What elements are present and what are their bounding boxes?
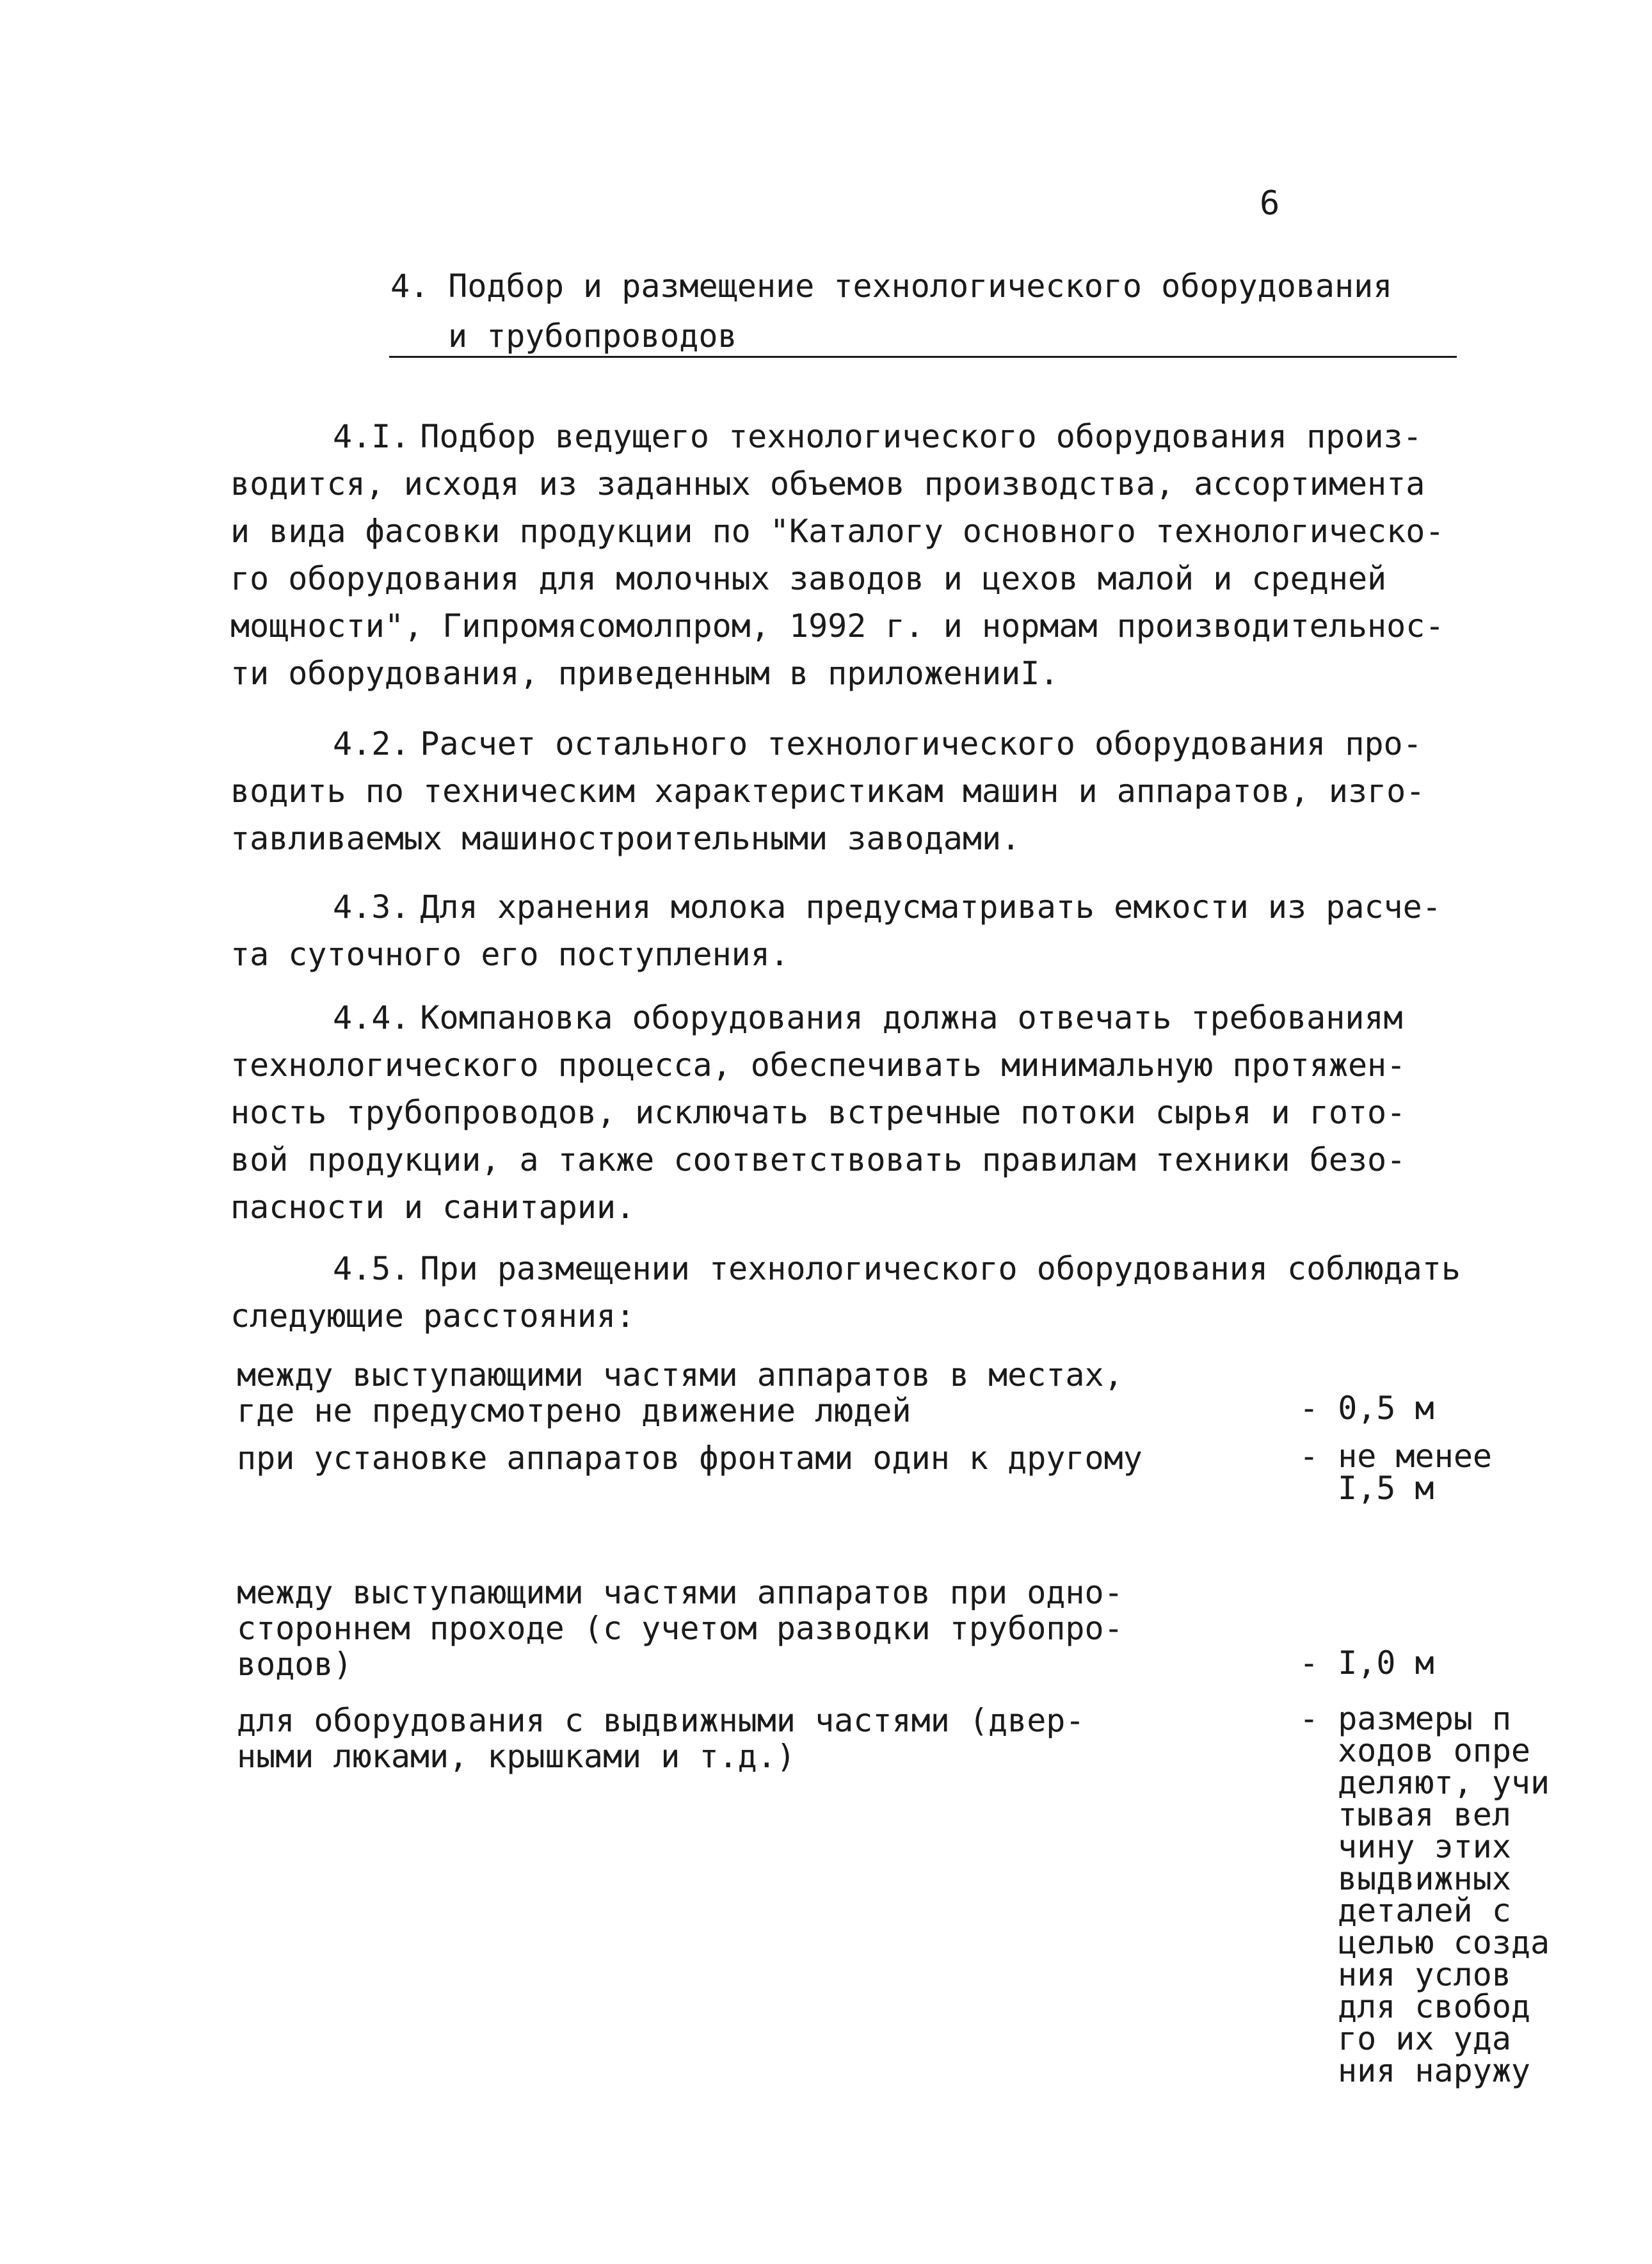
paragraph-number: 4.3.: [333, 888, 410, 926]
paragraph-text: Подбор ведущего технологического оборудования произ-: [420, 418, 1422, 455]
paragraph-number: 4.2.: [333, 725, 410, 762]
distance-value-line: - 0,5 м: [1299, 1390, 1434, 1427]
distance-value-line: чину этих: [1338, 1828, 1511, 1865]
page-number: 6: [1260, 184, 1280, 223]
paragraph-line: ти оборудования, приведенным в приложенииI.: [230, 655, 1059, 692]
paragraph-text: Компановка оборудования должна отвечать требованиям: [420, 999, 1403, 1036]
distance-description: [237, 1703, 1197, 1774]
paragraph-line: ность трубопроводов, исключать встречные потоки сырья и гото-: [230, 1094, 1406, 1131]
paragraph-4-2: [230, 720, 1491, 862]
paragraph-line: мощности", Гипромясомолпром, 1992 г. и нормам производительнос-: [230, 607, 1445, 645]
distance-description-line: стороннем проходе (с учетом разводки трубопро-: [237, 1610, 1123, 1647]
distance-description-line: при установке аппаратов фронтами один к другому: [237, 1440, 1143, 1477]
paragraph-line: [230, 883, 1491, 931]
paragraph-number: 4.4.: [333, 999, 410, 1036]
paragraph-line: [230, 413, 1491, 460]
distance-value: [1299, 1390, 1530, 1426]
paragraph-line: водится, исходя из заданных объемов производства, ассортимента: [230, 465, 1425, 502]
distance-value-line: I,5 м: [1338, 1470, 1434, 1507]
section-heading: [390, 261, 1453, 361]
paragraph-line: [230, 1245, 1491, 1292]
paragraph-text: Для хранения молока предусматривать емкости из расче-: [420, 888, 1441, 926]
distance-value-line: целью созда: [1338, 1924, 1550, 1961]
paragraph-4-3: [230, 883, 1491, 978]
paragraph-4-5: [230, 1245, 1491, 1340]
distance-value-line: го их уда: [1338, 2020, 1511, 2057]
paragraph-line: технологического процесса, обеспечивать минимальную протяжен-: [230, 1047, 1406, 1084]
paragraph-text: При размещении технологического оборудования соблюдать: [420, 1250, 1461, 1287]
distance-value: [1299, 1700, 1550, 2089]
paragraph-text: Расчет остального технологического оборудования про-: [420, 725, 1422, 762]
paragraph-line: [230, 720, 1491, 767]
distance-value-line: для свобод: [1338, 1988, 1531, 2025]
distance-description-line: для оборудования с выдвижными частями (двер-: [237, 1702, 1085, 1739]
distance-description: [237, 1575, 1197, 1682]
paragraph-number: 4.5.: [333, 1250, 410, 1287]
paragraph-line: [230, 994, 1491, 1041]
distance-value-line: тывая вел: [1338, 1796, 1511, 1833]
distance-value-line: - размеры п: [1299, 1700, 1512, 1737]
distance-value-line: деталей с: [1338, 1892, 1511, 1929]
distance-description: [237, 1440, 1197, 1476]
distance-value-line: ходов опре: [1338, 1732, 1531, 1769]
distance-value-line: ния наружу: [1338, 2052, 1531, 2089]
distance-description-line: между выступающими частями аппаратов в местах,: [237, 1356, 1123, 1393]
paragraph-line: го оборудования для молочных заводов и цехов малой и средней: [230, 560, 1387, 597]
distance-description: [237, 1357, 1197, 1429]
distance-value-line: - не менее: [1299, 1438, 1493, 1475]
distance-description-line: водов): [237, 1646, 353, 1683]
distance-description-line: между выступающими частями аппаратов при одно-: [237, 1574, 1123, 1611]
section-heading-line: 4. Подбор и размещение технологического оборудования: [390, 268, 1393, 305]
paragraph-line: та суточного его поступления.: [230, 936, 789, 973]
distance-value-line: выдвижных: [1338, 1860, 1511, 1897]
heading-underline: [389, 356, 1457, 358]
paragraph-line: и вида фасовки продукции по "Каталогу основного технологическо-: [230, 513, 1445, 550]
paragraph-line: вой продукции, а также соответствовать правилам техники безо-: [230, 1141, 1406, 1178]
paragraph-4-4: [230, 994, 1491, 1231]
paragraph-4-1: [230, 413, 1491, 697]
distance-description-line: ными люками, крышками и т.д.): [237, 1738, 796, 1775]
paragraph-line: следующие расстояния:: [230, 1297, 636, 1335]
section-heading-line: и трубопроводов: [448, 317, 737, 355]
paragraph-line: тавливаемых машиностроительными заводами.: [230, 820, 1021, 857]
distance-value: [1299, 1645, 1530, 1681]
paragraph-number: 4.I.: [333, 418, 410, 455]
distance-value-line: ния услов: [1338, 1956, 1511, 1993]
distance-value-line: - I,0 м: [1299, 1644, 1434, 1682]
distance-value: [1299, 1438, 1530, 1507]
distance-value-line: деляют, учи: [1338, 1764, 1550, 1801]
distance-description-line: где не предусмотрено движение людей: [237, 1392, 911, 1429]
paragraph-line: водить по техническим характеристикам машин и аппаратов, изго-: [230, 773, 1425, 810]
paragraph-line: пасности и санитарии.: [230, 1189, 636, 1226]
